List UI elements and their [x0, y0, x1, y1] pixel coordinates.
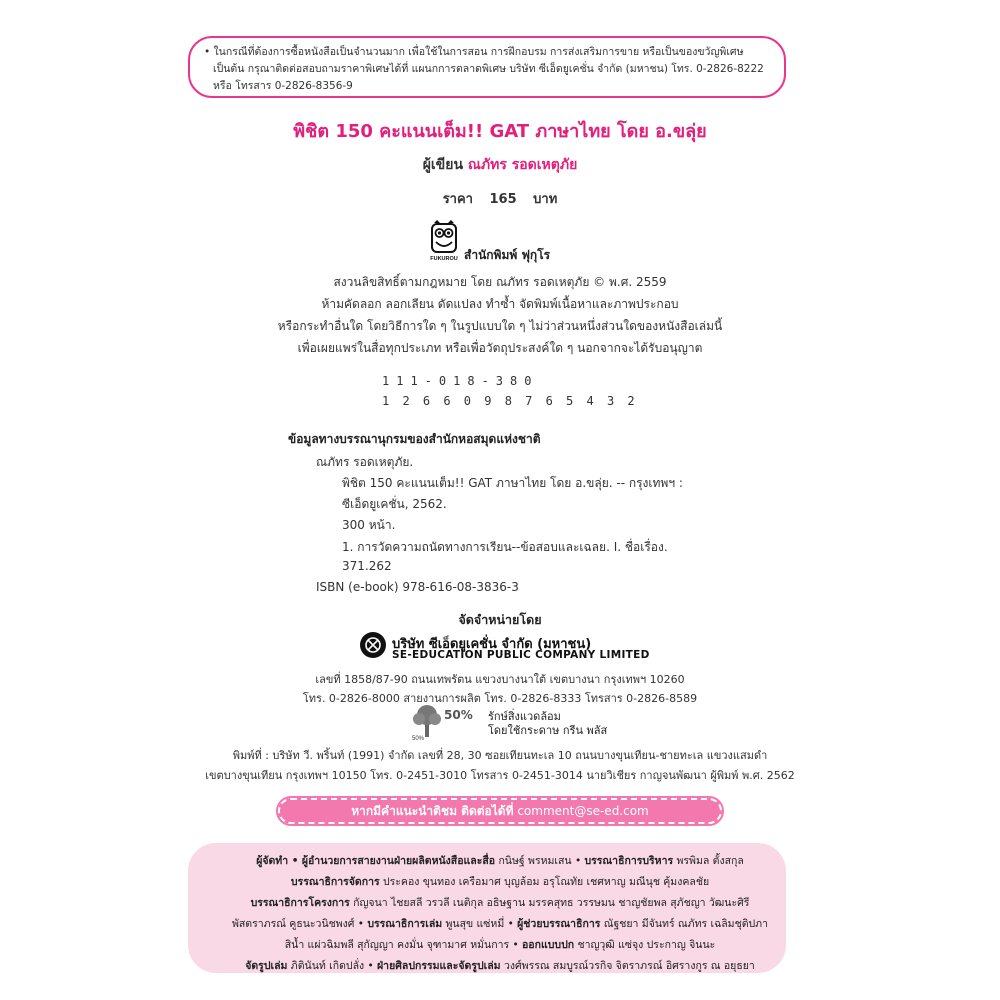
- cip-author: ณภัทร รอดเหตุภัย.: [316, 455, 414, 469]
- credit-names: ประคอง ขุนทอง เครือมาศ บุญล้อม อรุโณทัย เชศหาญ มณีนุช คุ้มงคลชัย: [382, 876, 710, 888]
- credit-names: ภิตินันท์ เกิดปลั่ง •: [290, 960, 374, 972]
- credit-role: บรรณาธิการโครงการ: [250, 897, 350, 909]
- credits-line-4: [0, 915, 1000, 932]
- cip-heading: ข้อมูลทางบรรณานุกรมของสำนักหอสมุดแห่งชาติ: [288, 432, 541, 446]
- credit-role: ฝ่ายศิลปกรรมและจัดรูปเล่ม: [377, 960, 501, 972]
- price-amount: 165: [489, 192, 517, 207]
- price-label: ราคา: [442, 192, 473, 207]
- copyright-line: สงวนลิขสิทธิ์ตามกฎหมาย โดย ณภัทร รอดเหตุภัย © พ.ศ. 2559: [333, 275, 667, 289]
- price-line: [0, 188, 1000, 209]
- author-name: ณภัทร รอดเหตุภัย: [467, 157, 578, 173]
- book-title: พิชิต 150 คะแนนเต็ม!! GAT ภาษาไทย โดย อ.ขลุ่ย: [293, 121, 707, 142]
- credit-role: บรรณาธิการบริหาร: [584, 855, 674, 867]
- credit-names: พัสตราภรณ์ คูธนะวนิชพงศ์ •: [231, 918, 364, 930]
- copyright-line: ห้ามคัดลอก ลอกเลียน ดัดแปลง ทำซ้ำ จัดพิมพ์เนื้อหาและภาพประกอบ: [321, 297, 679, 311]
- comment-prefix: หากมีคำแนะนำติชม ติดต่อได้ที่: [351, 804, 514, 818]
- eco-tree-label: 50%: [412, 736, 425, 741]
- credit-role: ผู้ช่วยบรรณาธิการ: [517, 918, 601, 930]
- cip-isbn: ISBN (e-book) 978-616-08-3836-3: [316, 580, 519, 594]
- cip-subject: 1. การวัดความถนัดทางการเรียน--ข้อสอบและเฉลย. I. ชื่อเรื่อง.: [342, 540, 668, 554]
- credit-names: วงศ์พรรณ สมบูรณ์วรกิจ จิตราภรณ์ อิศรางกูร ณ อยุธยา: [503, 960, 755, 972]
- credit-role: บรรณาธิการเล่ม: [367, 918, 443, 930]
- notice-line-2: เป็นต้น กรุณาติดต่อสอบถามราคาพิเศษได้ที่ แผนกการตลาดพิเศษ บริษัท ซีเอ็ดยูเคชั่น จำกัด (มหาชน) โทร. 0-2826-8222: [213, 63, 764, 75]
- credit-names: พูนสุข แซ่หมี่ •: [445, 918, 514, 930]
- credit-names: ชาญวุฒิ แซ่จุง ประกาญ จินนะ: [577, 939, 716, 951]
- fukurou-owl-logo: [429, 220, 459, 262]
- credit-role: ผู้อำนวยการสายงานฝ่ายผลิตหนังสือและสื่อ: [301, 855, 496, 867]
- credits-line-5: [0, 936, 1000, 953]
- distributor-address: เลขที่ 1858/87-90 ถนนเทพรัตน แขวงบางนาใต้ เขตบางนา กรุงเทพฯ 10260: [315, 673, 685, 686]
- credit-role: บรรณาธิการจัดการ: [290, 876, 380, 888]
- fukurou-logo-text: FUKUROU: [430, 256, 458, 262]
- credit-role: ผู้จัดทำ •: [256, 855, 299, 867]
- credit-names: กนิษฐ์ พรหมเสน •: [498, 855, 582, 867]
- printer-line-2: เขตบางขุนเทียน กรุงเทพฯ 10150 โทร. 0-2451-3010 โทรสาร 0-2451-3014 นายวิเชียร กาญจนพัฒนา ผู้พิมพ์ พ.ศ. 2562: [205, 769, 795, 782]
- distributor-phones: โทร. 0-2826-8000 สายงานการผลิต โทร. 0-2826-8333 โทรสาร 0-2826-8589: [302, 692, 698, 705]
- eco-badge: 50%: [444, 708, 473, 722]
- code-line-1: 111-018-380: [382, 374, 539, 388]
- eco-text: [488, 710, 607, 738]
- distributor-heading: จัดจำหน่ายโดย: [458, 612, 542, 627]
- printer-line-1: พิมพ์ที่ : บริษัท วี. พริ้นท์ (1991) จำกัด เลขที่ 28, 30 ซอยเทียนทะเล 10 ถนนบางขุนเทียน-ชายทะเล แขวงแสมดำ: [232, 749, 768, 762]
- cip-pages: 300 หน้า.: [342, 518, 396, 532]
- eco-line-1: รักษ์สิ่งแวดล้อม: [488, 710, 561, 723]
- copyright-line: หรือกระทำอื่นใด โดยวิธีการใด ๆ ในรูปแบบใด ๆ ไม่ว่าส่วนหนึ่งส่วนใดของหนังสือเล่มนี้: [277, 319, 723, 333]
- copyright-line: เพื่อเผยแพร่ในสื่อทุกประเภท หรือเพื่อวัตถุประสงค์ใด ๆ นอกจากจะได้รับอนุญาต: [297, 341, 703, 355]
- cip-class: 371.262: [342, 559, 392, 573]
- bulk-order-notice: [188, 36, 786, 98]
- author-line: [0, 154, 1000, 176]
- distributor-name-en: SE-EDUCATION PUBLIC COMPANY LIMITED: [392, 649, 650, 661]
- credit-names: กัญจนา ไชยสลี วรวลี เนติกุล อธิษฐาน มรรคสุทธ วรรษมน ชาญชัยพล สุภัชญา วัฒนะศิรี: [353, 897, 750, 909]
- credits-line-6: [0, 957, 1000, 974]
- cip-title: พิชิต 150 คะแนนเต็ม!! GAT ภาษาไทย โดย อ.ขลุ่ย. -- กรุงเทพฯ :: [342, 476, 683, 490]
- credits-line-3: [0, 894, 1000, 911]
- code-line-2: 1 2 6 6 0 9 8 7 6 5 4 3 2: [382, 394, 638, 408]
- credits-line-2: [0, 873, 1000, 890]
- distributor-name-th: บริษัท ซีเอ็ดยูเคชั่น จำกัด (มหาชน): [392, 637, 592, 652]
- eco-line-2: โดยใช้กระดาษ กรีน พลัส: [488, 724, 608, 737]
- credit-role: ออกแบบปก: [522, 939, 575, 951]
- publisher-name: สำนักพิมพ์ ฟุกุโร: [464, 248, 551, 262]
- cip-publisher: ซีเอ็ดยูเคชั่น, 2562.: [342, 497, 447, 511]
- price-unit: บาท: [533, 192, 558, 207]
- notice-line-3: หรือ โทรสาร 0-2826-8356-9: [213, 80, 353, 92]
- author-label: ผู้เขียน: [422, 157, 464, 173]
- comment-email[interactable]: comment@se-ed.com: [517, 804, 649, 818]
- credit-role: จัดรูปเล่ม: [245, 960, 288, 972]
- credits-line-1: [0, 852, 1000, 869]
- comment-banner: [278, 798, 722, 824]
- eco-tree-icon: [410, 703, 444, 741]
- credit-names: สิน้ำ แผ่วฉิมพลี สุกัญญา คงมั่น จุฑามาศ หมั่นการ •: [284, 939, 519, 951]
- credit-names: พรพิมล ตั้งสกุล: [676, 855, 744, 867]
- credit-names: ณัฐชยา มีจันทร์ ณภัทร เฉลิมชุติปภา: [603, 918, 769, 930]
- notice-line-1: • ในกรณีที่ต้องการซื้อหนังสือเป็นจำนวนมาก เพื่อใช้ในการสอน การฝึกอบรม การส่งเสริมการขาย หรือเป็นของขวัญพิเศษ: [204, 46, 744, 58]
- se-ed-logo-icon: [360, 632, 386, 658]
